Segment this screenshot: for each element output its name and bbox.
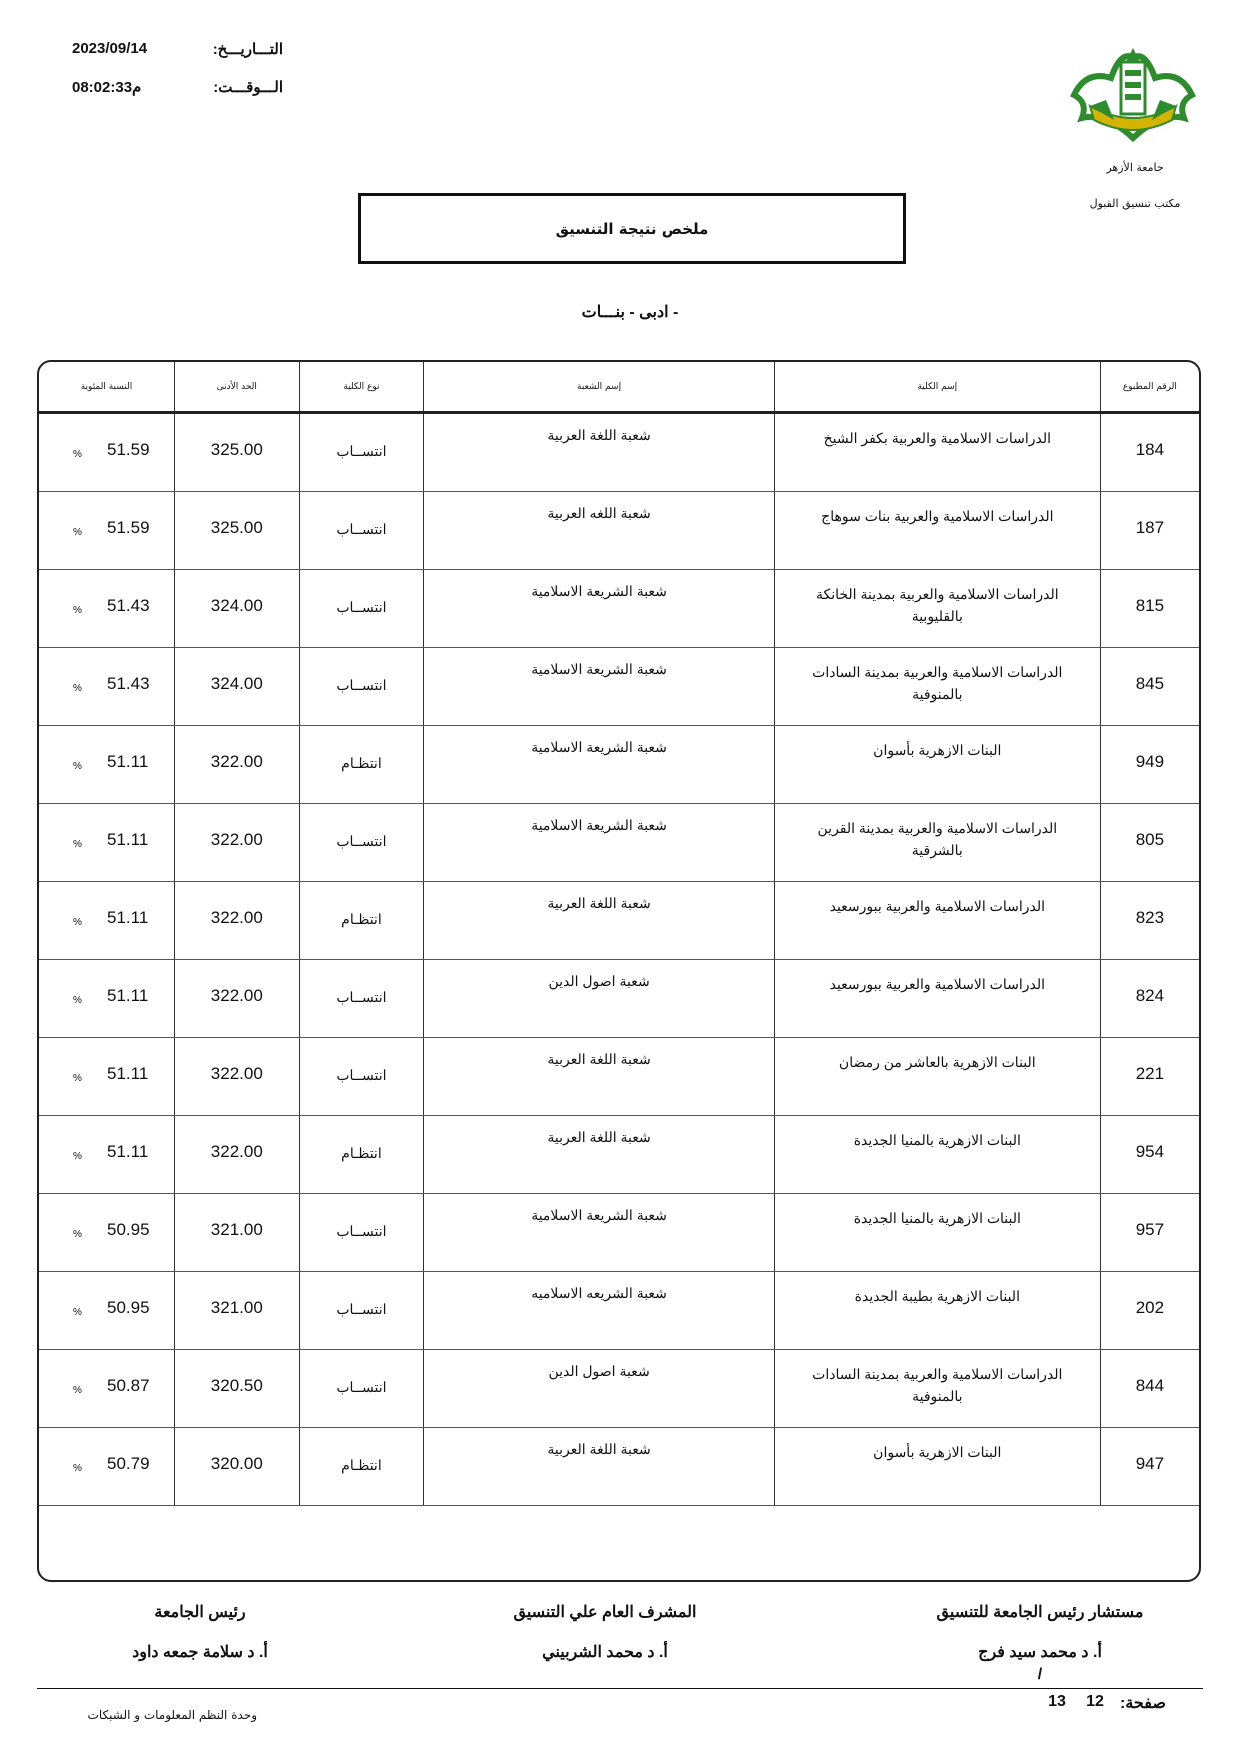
cell-branch <box>424 413 775 492</box>
cell-percent <box>39 882 174 960</box>
type-value: انتظـام <box>341 1145 382 1161</box>
cell-min <box>174 1350 299 1428</box>
col-header-percent: النسبة المئوية <box>39 362 174 413</box>
percent-value: 51.43 <box>107 674 150 693</box>
branch-value: شعبة الشريعة الاسلامية <box>531 739 667 755</box>
min-value: 321.00 <box>210 1220 263 1239</box>
percent-sign: % <box>73 449 82 460</box>
cell-college <box>774 960 1100 1038</box>
college-value: البنات الازهرية بالمنيا الجديدة <box>853 1132 1021 1148</box>
percent-sign: % <box>73 683 82 694</box>
min-value: 324.00 <box>210 674 263 693</box>
percent-sign: % <box>73 995 82 1006</box>
cell-min <box>174 1038 299 1116</box>
college-value: الدراسات الاسلامية والعربية بكفر الشيخ <box>823 430 1052 446</box>
date-label: التـــاريـــخ: <box>212 41 283 58</box>
cell-min <box>174 570 299 648</box>
cell-type <box>299 492 424 570</box>
branch-value: شعبة الشريعة الاسلامية <box>531 817 667 833</box>
cell-min <box>174 1272 299 1350</box>
table-row <box>39 726 1199 804</box>
min-value: 322.00 <box>210 1064 263 1083</box>
cell-branch <box>424 1116 775 1194</box>
type-value: انتســاب <box>336 1301 387 1317</box>
percent-value: 51.11 <box>107 830 149 849</box>
cell-code <box>1100 1428 1199 1506</box>
cell-college <box>774 648 1100 726</box>
table-row <box>39 882 1199 960</box>
cell-min <box>174 1428 299 1506</box>
cell-college <box>774 570 1100 648</box>
cell-code <box>1100 726 1199 804</box>
supervisor-title: المشرف العام علي التنسيق <box>513 1604 697 1621</box>
college-value: الدراسات الاسلامية والعربية بمدينة السادات بالمنوفية <box>812 664 1063 702</box>
percent-sign: % <box>73 1229 82 1240</box>
branch-value: شعبة الشريعه الاسلاميه <box>531 1285 667 1301</box>
cell-branch <box>424 492 775 570</box>
cell-percent <box>39 804 174 882</box>
table-filler-row <box>39 1506 1199 1567</box>
cell-code <box>1100 804 1199 882</box>
percent-value: 50.95 <box>107 1298 150 1317</box>
table-row <box>39 1116 1199 1194</box>
percent-value: 50.95 <box>107 1220 150 1239</box>
cell-college <box>774 726 1100 804</box>
cell-type <box>299 1350 424 1428</box>
code-value: 845 <box>1135 674 1165 693</box>
cell-type <box>299 726 424 804</box>
cell-code <box>1100 1194 1199 1272</box>
office-name: مكتب تنسيق القبول <box>1089 197 1181 210</box>
cell-min <box>174 413 299 492</box>
cell-type <box>299 648 424 726</box>
president-name: أ. د سلامة جمعه داود <box>132 1644 268 1661</box>
code-value: 805 <box>1135 830 1165 849</box>
min-value: 325.00 <box>210 440 263 459</box>
cell-min <box>174 882 299 960</box>
cell-code <box>1100 882 1199 960</box>
cell-percent <box>39 1350 174 1428</box>
col-header-type: نوع الكلية <box>299 362 424 413</box>
cell-college <box>774 1038 1100 1116</box>
cell-type <box>299 1116 424 1194</box>
cell-code <box>1100 413 1199 492</box>
cell-branch <box>424 1350 775 1428</box>
cell-type <box>299 1194 424 1272</box>
college-value: البنات الازهرية بأسوان <box>873 742 1002 758</box>
cell-min <box>174 960 299 1038</box>
type-value: انتســاب <box>336 989 387 1005</box>
cell-branch <box>424 726 775 804</box>
code-value: 815 <box>1135 596 1165 615</box>
page-total: 13 <box>1048 1693 1066 1710</box>
code-value: 949 <box>1135 752 1165 771</box>
cell-type <box>299 960 424 1038</box>
cell-min <box>174 1116 299 1194</box>
min-value: 320.50 <box>210 1376 263 1395</box>
university-name: جامعة الأزهر <box>1106 161 1164 174</box>
cell-type <box>299 1038 424 1116</box>
table-row <box>39 1350 1199 1428</box>
college-value: البنات الازهرية بأسوان <box>873 1444 1002 1460</box>
percent-sign: % <box>73 1151 82 1162</box>
code-value: 824 <box>1135 986 1165 1005</box>
type-value: انتظـام <box>341 755 382 771</box>
footer-divider <box>37 1688 1203 1689</box>
table-row <box>39 1038 1199 1116</box>
percent-value: 51.59 <box>107 440 150 459</box>
code-value: 844 <box>1135 1376 1165 1395</box>
cell-college <box>774 1116 1100 1194</box>
cell-code <box>1100 570 1199 648</box>
cell-percent <box>39 1038 174 1116</box>
min-value: 322.00 <box>210 986 263 1005</box>
code-value: 823 <box>1135 908 1165 927</box>
college-value: البنات الازهرية بالعاشر من رمضان <box>838 1054 1036 1070</box>
cell-code <box>1100 1272 1199 1350</box>
cell-college <box>774 804 1100 882</box>
min-value: 322.00 <box>210 908 263 927</box>
cell-college <box>774 1350 1100 1428</box>
cell-branch <box>424 570 775 648</box>
branch-value: شعبة اللغة العربية <box>547 1051 651 1067</box>
branch-value: شعبة اصول الدين <box>548 1363 650 1379</box>
type-value: انتســاب <box>336 833 387 849</box>
cell-percent <box>39 1272 174 1350</box>
code-value: 957 <box>1135 1220 1165 1239</box>
cell-code <box>1100 1116 1199 1194</box>
branch-value: شعبة اصول الدين <box>548 973 650 989</box>
time-label: الـــوقـــت: <box>213 79 283 96</box>
cell-code <box>1100 1350 1199 1428</box>
cell-percent <box>39 570 174 648</box>
code-value: 184 <box>1135 440 1165 459</box>
cell-college <box>774 1272 1100 1350</box>
type-value: انتســاب <box>336 677 387 693</box>
percent-value: 51.11 <box>107 986 149 1005</box>
cell-type <box>299 882 424 960</box>
branch-value: شعبة اللغة العربية <box>547 1441 651 1457</box>
col-header-code: الرقم المطبوع <box>1100 362 1199 413</box>
cell-type <box>299 1428 424 1506</box>
table-row <box>39 492 1199 570</box>
cell-percent <box>39 413 174 492</box>
page-title: ملخص نتيجة التنسيق <box>358 193 906 264</box>
branch-value: شعبة اللغه العربية <box>547 505 651 521</box>
code-value: 221 <box>1135 1064 1165 1083</box>
cell-branch <box>424 960 775 1038</box>
cell-code <box>1100 1038 1199 1116</box>
type-value: انتســاب <box>336 1223 387 1239</box>
college-value: الدراسات الاسلامية والعربية بنات سوهاج <box>821 508 1054 524</box>
col-header-branch: إسم الشعبة <box>424 362 775 413</box>
college-value: الدراسات الاسلامية والعربية ببورسعيد <box>829 976 1045 992</box>
branch-value: شعبة اللغة العربية <box>547 427 651 443</box>
percent-sign: % <box>73 839 82 850</box>
branch-value: شعبة اللغة العربية <box>547 895 651 911</box>
percent-sign: % <box>73 761 82 772</box>
cell-percent <box>39 726 174 804</box>
code-value: 187 <box>1135 518 1165 537</box>
min-value: 321.00 <box>210 1298 263 1317</box>
advisor-name: أ. د محمد سيد فرج <box>978 1644 1102 1661</box>
percent-value: 51.11 <box>107 908 149 927</box>
college-value: الدراسات الاسلامية والعربية بمدينة القرين بالشرقية <box>817 820 1058 858</box>
percent-sign: % <box>73 605 82 616</box>
college-value: البنات الازهرية بالمنيا الجديدة <box>853 1210 1021 1226</box>
table-row <box>39 1272 1199 1350</box>
percent-sign: % <box>73 527 82 538</box>
percent-sign: % <box>73 1385 82 1396</box>
cell-code <box>1100 960 1199 1038</box>
results-table <box>39 362 1199 1566</box>
type-value: انتســاب <box>336 521 387 537</box>
percent-value: 51.11 <box>107 752 149 771</box>
percent-sign: % <box>73 1307 82 1318</box>
percent-sign: % <box>73 1073 82 1084</box>
cell-college <box>774 1428 1100 1506</box>
branch-value: شعبة الشريعة الاسلامية <box>531 661 667 677</box>
table-row <box>39 960 1199 1038</box>
section-subtitle: - ادبى - بنـــات <box>581 304 679 321</box>
cell-min <box>174 1194 299 1272</box>
table-row <box>39 413 1199 492</box>
cell-branch <box>424 1194 775 1272</box>
time-value: 08:02:33م <box>72 79 142 96</box>
cell-min <box>174 648 299 726</box>
page-label: صفحة: <box>1120 1695 1166 1712</box>
cell-branch <box>424 1038 775 1116</box>
advisor-title: مستشار رئيس الجامعة للتنسيق <box>936 1604 1144 1621</box>
cell-percent <box>39 1194 174 1272</box>
table-row <box>39 570 1199 648</box>
college-value: الدراسات الاسلامية والعربية بمدينة الخانكة بالقليوبية <box>815 586 1059 624</box>
cell-type <box>299 804 424 882</box>
table-body <box>39 413 1199 1567</box>
results-table-frame <box>37 360 1201 1582</box>
code-value: 202 <box>1135 1298 1165 1317</box>
cell-branch <box>424 1428 775 1506</box>
cell-branch <box>424 1272 775 1350</box>
cell-branch <box>424 882 775 960</box>
type-value: انتســاب <box>336 443 387 459</box>
code-value: 947 <box>1135 1454 1165 1473</box>
min-value: 322.00 <box>210 1142 263 1161</box>
col-header-college: إسم الكلية <box>774 362 1100 413</box>
code-value: 954 <box>1135 1142 1165 1161</box>
table-row <box>39 648 1199 726</box>
percent-value: 50.87 <box>107 1376 150 1395</box>
cell-type <box>299 570 424 648</box>
cell-branch <box>424 804 775 882</box>
supervisor-name: أ. د محمد الشربيني <box>542 1644 668 1661</box>
branch-value: شعبة الشريعة الاسلامية <box>531 1207 667 1223</box>
type-value: انتظـام <box>341 1457 382 1473</box>
cell-code <box>1100 492 1199 570</box>
signature-slash: / <box>1037 1666 1043 1683</box>
type-value: انتســاب <box>336 1379 387 1395</box>
cell-min <box>174 726 299 804</box>
min-value: 324.00 <box>210 596 263 615</box>
date-value: 2023/09/14 <box>72 40 148 57</box>
cell-type <box>299 1272 424 1350</box>
table-row <box>39 804 1199 882</box>
table-row <box>39 1428 1199 1506</box>
college-value: الدراسات الاسلامية والعربية بمدينة السادات بالمنوفية <box>812 1366 1063 1404</box>
branch-value: شعبة اللغة العربية <box>547 1129 651 1145</box>
footer-unit: وحدة النظم المعلومات و الشبكات <box>87 1708 257 1722</box>
col-header-min: الحد الأدنى <box>174 362 299 413</box>
cell-code <box>1100 648 1199 726</box>
table-row <box>39 1194 1199 1272</box>
azhar-emblem-icon <box>1066 40 1200 146</box>
college-value: البنات الازهرية بطيبة الجديدة <box>854 1288 1020 1304</box>
cell-college <box>774 492 1100 570</box>
min-value: 322.00 <box>210 830 263 849</box>
university-logo <box>1066 40 1200 146</box>
type-value: انتظـام <box>341 911 382 927</box>
min-value: 322.00 <box>210 752 263 771</box>
percent-value: 51.43 <box>107 596 150 615</box>
cell-percent <box>39 960 174 1038</box>
cell-branch <box>424 648 775 726</box>
cell-min <box>174 804 299 882</box>
college-value: الدراسات الاسلامية والعربية ببورسعيد <box>829 898 1045 914</box>
page-current: 12 <box>1086 1693 1104 1710</box>
min-value: 325.00 <box>210 518 263 537</box>
cell-percent <box>39 648 174 726</box>
percent-value: 51.11 <box>107 1064 149 1083</box>
percent-sign: % <box>73 917 82 928</box>
cell-college <box>774 882 1100 960</box>
percent-value: 51.59 <box>107 518 150 537</box>
cell-min <box>174 492 299 570</box>
branch-value: شعبة الشريعة الاسلامية <box>531 583 667 599</box>
percent-value: 50.79 <box>107 1454 150 1473</box>
percent-value: 51.11 <box>107 1142 149 1161</box>
cell-college <box>774 1194 1100 1272</box>
cell-college <box>774 413 1100 492</box>
cell-percent <box>39 1428 174 1506</box>
president-title: رئيس الجامعة <box>154 1604 246 1621</box>
min-value: 320.00 <box>210 1454 263 1473</box>
cell-type <box>299 413 424 492</box>
type-value: انتســاب <box>336 599 387 615</box>
table-header-row <box>39 362 1199 413</box>
percent-sign: % <box>73 1463 82 1474</box>
cell-percent <box>39 1116 174 1194</box>
cell-percent <box>39 492 174 570</box>
type-value: انتســاب <box>336 1067 387 1083</box>
